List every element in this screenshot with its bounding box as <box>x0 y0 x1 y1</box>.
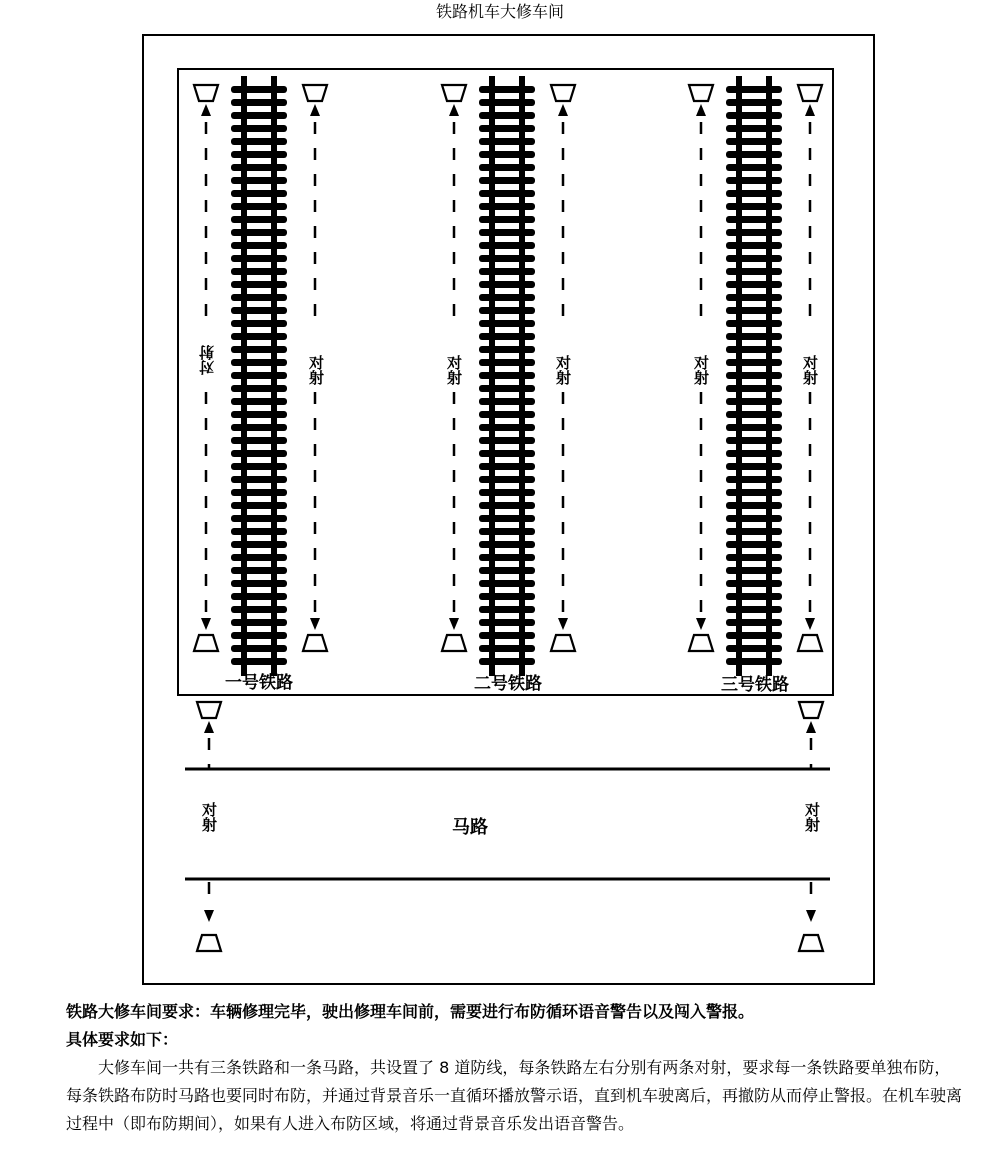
detector-icon-road-right-bottom <box>799 935 823 951</box>
detector-icon-road-left-bottom <box>197 935 221 951</box>
beam-label-t1-left: 对射 <box>198 345 216 375</box>
detector-icon-t3-right-top <box>798 85 822 101</box>
detector-icon-t2-left-top <box>442 85 466 101</box>
detector-icon-road-right-top <box>799 702 823 718</box>
arrow-down-icon-t3-right <box>805 618 815 630</box>
detector-icon-t3-right-bottom <box>798 635 822 651</box>
track-label-2: 二号铁路 <box>474 674 542 694</box>
arrow-up-icon-t1-left <box>201 104 211 116</box>
arrow-up-icon-t1-right <box>310 104 320 116</box>
detector-icon-t3-left-bottom <box>689 635 713 651</box>
arrow-down-icon-t2-right <box>558 618 568 630</box>
road-label: 马路 <box>452 817 488 838</box>
arrow-down-icon-road-right <box>806 910 816 922</box>
arrow-up-icon-t2-left <box>449 104 459 116</box>
detector-icon-t2-right-top <box>551 85 575 101</box>
track-label-3: 三号铁路 <box>721 675 789 695</box>
arrow-up-icon-road-left <box>204 721 214 733</box>
beam-label-t3-left: 对射 <box>692 355 710 385</box>
arrow-down-icon-t1-right <box>310 618 320 630</box>
railway-track-3 <box>726 76 782 676</box>
road-beam-label-left: 对射 <box>200 802 218 832</box>
detector-icon-t1-right-bottom <box>303 635 327 651</box>
arrow-down-icon-t3-left <box>696 618 706 630</box>
arrow-up-icon-t3-right <box>805 104 815 116</box>
detector-icon-t1-right-top <box>303 85 327 101</box>
beam-label-t3-right: 对射 <box>801 355 819 385</box>
detector-icon-t2-left-bottom <box>442 635 466 651</box>
detector-icon-t2-right-bottom <box>551 635 575 651</box>
detector-icon-t3-left-top <box>689 85 713 101</box>
detector-icon-t1-left-top <box>194 85 218 101</box>
description-subheading: 具体要求如下： <box>66 1030 179 1049</box>
arrow-up-icon-t2-right <box>558 104 568 116</box>
detector-icon-road-left-top <box>197 702 221 718</box>
arrow-down-icon-t2-left <box>449 618 459 630</box>
beam-label-t2-left: 对射 <box>445 355 463 385</box>
arrow-down-icon-road-left <box>204 910 214 922</box>
beam-label-t2-right: 对射 <box>554 355 572 385</box>
railway-track-2 <box>479 76 535 676</box>
detector-icon-t1-left-bottom <box>194 635 218 651</box>
arrow-up-icon-road-right <box>806 721 816 733</box>
railway-track-1 <box>231 76 287 676</box>
description-paragraph: 大修车间一共有三条铁路和一条马路，共设置了 8 道防线，每条铁路左右分别有两条对射，要求每一条铁路要单独布防，每条铁路布防时马路也要同时布防，并通过背景音乐一直循环播放警示语，直到机车驶离后，再撤防从而停止警报。在机车驶离过程中（即布防期间），如果有人进入布防区域，将通过背景音乐发出语音警告。 <box>66 1058 963 1133</box>
description <box>66 998 966 1138</box>
road-beam-label-right: 对射 <box>803 802 821 832</box>
arrow-up-icon-t3-left <box>696 104 706 116</box>
page-title: 铁路机车大修车间 <box>435 2 564 21</box>
track-label-1: 一号铁路 <box>225 673 293 693</box>
beam-label-t1-right: 对射 <box>307 355 325 385</box>
description-heading: 铁路大修车间要求：车辆修理完毕，驶出修理车间前，需要进行布防循环语音警告以及闯入警报。 <box>66 1002 755 1021</box>
arrow-down-icon-t1-left <box>201 618 211 630</box>
